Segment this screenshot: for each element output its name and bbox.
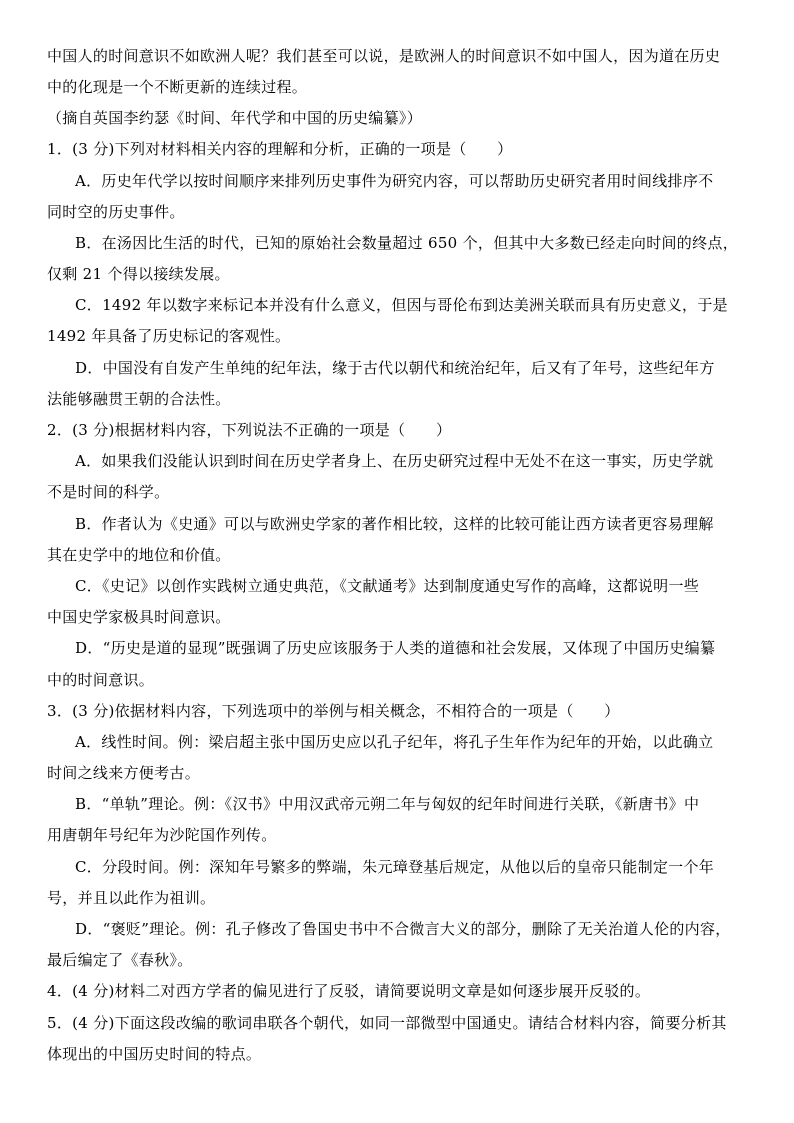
q1-option-b: B．在汤因比生活的时代，已知的原始社会数量超过 650 个，但其中大多数已经走向时间的终点， — [75, 234, 738, 252]
q3-option-b-cont: 用唐朝年号纪年为沙陀国作列传。 — [47, 826, 277, 844]
q2-option-c-cont: 中国史学家极具时间意识。 — [47, 608, 231, 626]
q1-option-a: A．历史年代学以按时间顺序来排列历史事件为研究内容，可以帮助历史研究者用时间线排序不 — [75, 172, 714, 190]
source-citation: （摘自英国李约瑟《时间、年代学和中国的历史编纂》） — [47, 109, 423, 127]
q1-option-a-cont: 同时空的历史事件。 — [47, 203, 185, 221]
q2-option-a: A．如果我们没能认识到时间在历史学者身上、在历史研究过程中无处不在这一事实，历史学就 — [75, 452, 714, 470]
q1-option-c: C．1492 年以数字来标记本并没有什么意义，但因与哥伦布到达美洲关联而具有历史意义，于是 — [75, 296, 728, 314]
q2-option-c: C．《史记》以创作实践树立通史典范，《文献通考》达到制度通史写作的高峰，这都说明一些 — [75, 577, 700, 595]
q3-option-d-cont: 最后编定了《春秋》。 — [47, 951, 193, 969]
q2-option-b: B．作者认为《史通》可以与欧洲史学家的著作相比较，这样的比较可能让西方读者更容易理解 — [75, 515, 714, 533]
text-line: 中国人的时间意识不如欧洲人呢？我们甚至可以说，是欧洲人的时间意识不如中国人，因为道在历史 — [47, 47, 721, 65]
q2-option-d-cont: 中的时间意识。 — [47, 671, 155, 689]
q3-option-c-cont: 号，并且以此作为祖训。 — [47, 889, 216, 907]
q1-option-d-cont: 法能够融贯王朝的合法性。 — [47, 390, 231, 408]
question-5-stem-cont: 体现出的中国历史时间的特点。 — [47, 1045, 262, 1063]
question-5-stem: 5．(4 分)下面这段改编的歌词串联各个朝代，如同一部微型中国通史。请结合材料内容，简要分析其 — [47, 1014, 727, 1032]
q2-option-a-cont: 不是时间的科学。 — [47, 483, 170, 501]
q1-option-b-cont: 仅剩 21 个得以接续发展。 — [47, 265, 230, 283]
q3-option-c: C．分段时间。例：深知年号繁多的弊端，朱元璋登基后规定，从他以后的皇帝只能制定一个年 — [75, 858, 715, 876]
q1-option-d: D．中国没有自发产生单纯的纪年法，缘于古代以朝代和统治纪年，后又有了年号，这些纪年方 — [75, 359, 715, 377]
q2-option-b-cont: 其在史学中的地位和价值。 — [47, 546, 231, 564]
q3-option-a-cont: 时间之线来方便考古。 — [47, 764, 201, 782]
question-3-stem: 3．(3 分)依据材料内容，下列选项中的举例与相关概念，不相符合的一项是（ ） — [47, 702, 620, 720]
q2-option-d: D．“历史是道的显现”既强调了历史应该服务于人类的道德和社会发展，又体现了中国历史编纂 — [75, 639, 716, 657]
q1-option-c-cont: 1492 年具备了历史标记的客观性。 — [47, 327, 291, 345]
q3-option-a: A．线性时间。例：梁启超主张中国历史应以孔子纪年，将孔子生年作为纪年的开始，以此确立 — [75, 733, 714, 751]
question-4-stem: 4．(4 分)材料二对西方学者的偏见进行了反驳，请简要说明文章是如何逐步展开反驳的。 — [47, 982, 651, 1000]
q3-option-d: D．“褒贬”理论。例：孔子修改了鲁国史书中不合微言大义的部分，删除了无关治道人伦的内容， — [75, 920, 731, 938]
q3-option-b: B．“单轨”理论。例：《汉书》中用汉武帝元朔二年与匈奴的纪年时间进行关联，《新唐书》中 — [75, 795, 700, 813]
question-2-stem: 2．(3 分)根据材料内容，下列说法不正确的一项是（ ） — [47, 421, 452, 439]
question-1-stem: 1．(3 分)下列对材料相关内容的理解和分析，正确的一项是（ ） — [47, 140, 513, 158]
text-line: 中的化现是一个不断更新的连续过程。 — [47, 78, 308, 96]
